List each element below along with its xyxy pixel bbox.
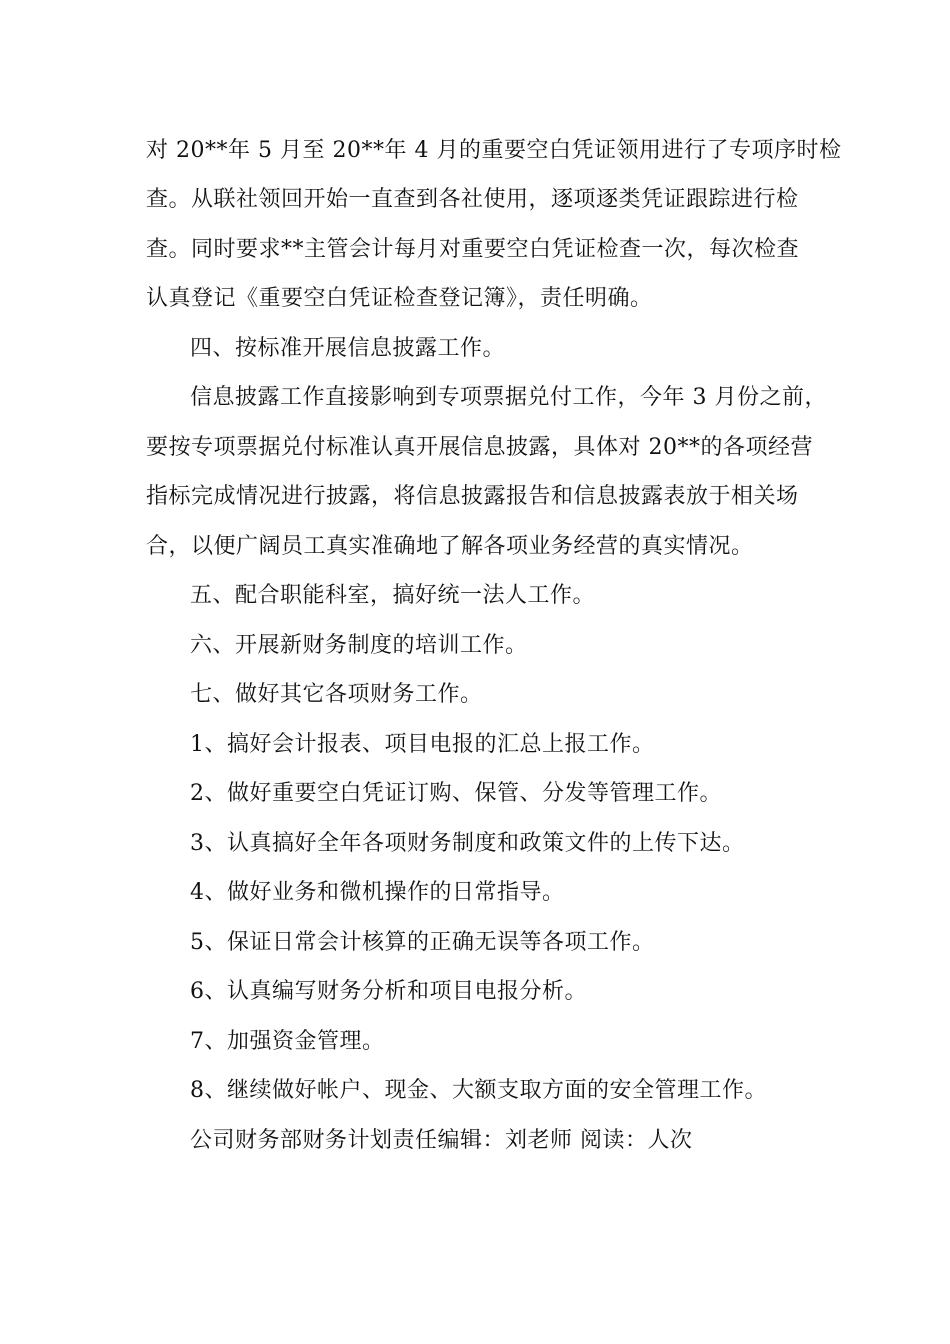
list-item: 6、认真编写财务分析和项目电报分析。 bbox=[190, 979, 587, 1004]
list-item: 2、做好重要空白凭证订购、保管、分发等管理工作。 bbox=[190, 781, 722, 806]
paragraph-line: 信息披露工作直接影响到专项票据兑付工作，今年 3 月份之前， bbox=[190, 385, 827, 410]
list-item: 1、搞好会计报表、项目电报的汇总上报工作。 bbox=[190, 732, 655, 757]
paragraph-line: 查。同时要求**主管会计每月对重要空白凭证检查一次，每次检查 bbox=[146, 237, 800, 262]
paragraph-line: 认真登记《重要空白凭证检查登记簿》，责任明确。 bbox=[146, 286, 653, 311]
list-item: 4、做好业务和微机操作的日常指导。 bbox=[190, 880, 565, 905]
paragraph-line: 指标完成情况进行披露，将信息披露报告和信息披露表放于相关场 bbox=[146, 484, 799, 509]
list-item: 8、继续做好帐户、现金、大额支取方面的安全管理工作。 bbox=[190, 1078, 767, 1103]
section-heading: 五、配合职能科室，搞好统一法人工作。 bbox=[190, 583, 596, 608]
paragraph-line: 合，以便广阔员工真实准确地了解各项业务经营的真实情况。 bbox=[146, 534, 754, 559]
list-item: 7、加强资金管理。 bbox=[190, 1029, 385, 1054]
paragraph-line: 要按专项票据兑付标准认真开展信息披露，具体对 20**的各项经营 bbox=[146, 435, 813, 460]
section-heading: 七、做好其它各项财务工作。 bbox=[190, 682, 483, 707]
section-heading: 四、按标准开展信息披露工作。 bbox=[190, 336, 506, 361]
section-heading: 六、开展新财务制度的培训工作。 bbox=[190, 633, 528, 658]
footer-credit: 公司财务部财务计划责任编辑：刘老师 阅读：人次 bbox=[190, 1128, 693, 1153]
paragraph-line: 查。从联社领回开始一直查到各社使用，逐项逐类凭证跟踪进行检 bbox=[146, 187, 799, 212]
paragraph-line: 对 20**年 5 月至 20**年 4 月的重要空白凭证领用进行了专项序时检 bbox=[146, 138, 842, 163]
list-item: 3、认真搞好全年各项财务制度和政策文件的上传下达。 bbox=[190, 831, 745, 856]
list-item: 5、保证日常会计核算的正确无误等各项工作。 bbox=[190, 930, 655, 955]
